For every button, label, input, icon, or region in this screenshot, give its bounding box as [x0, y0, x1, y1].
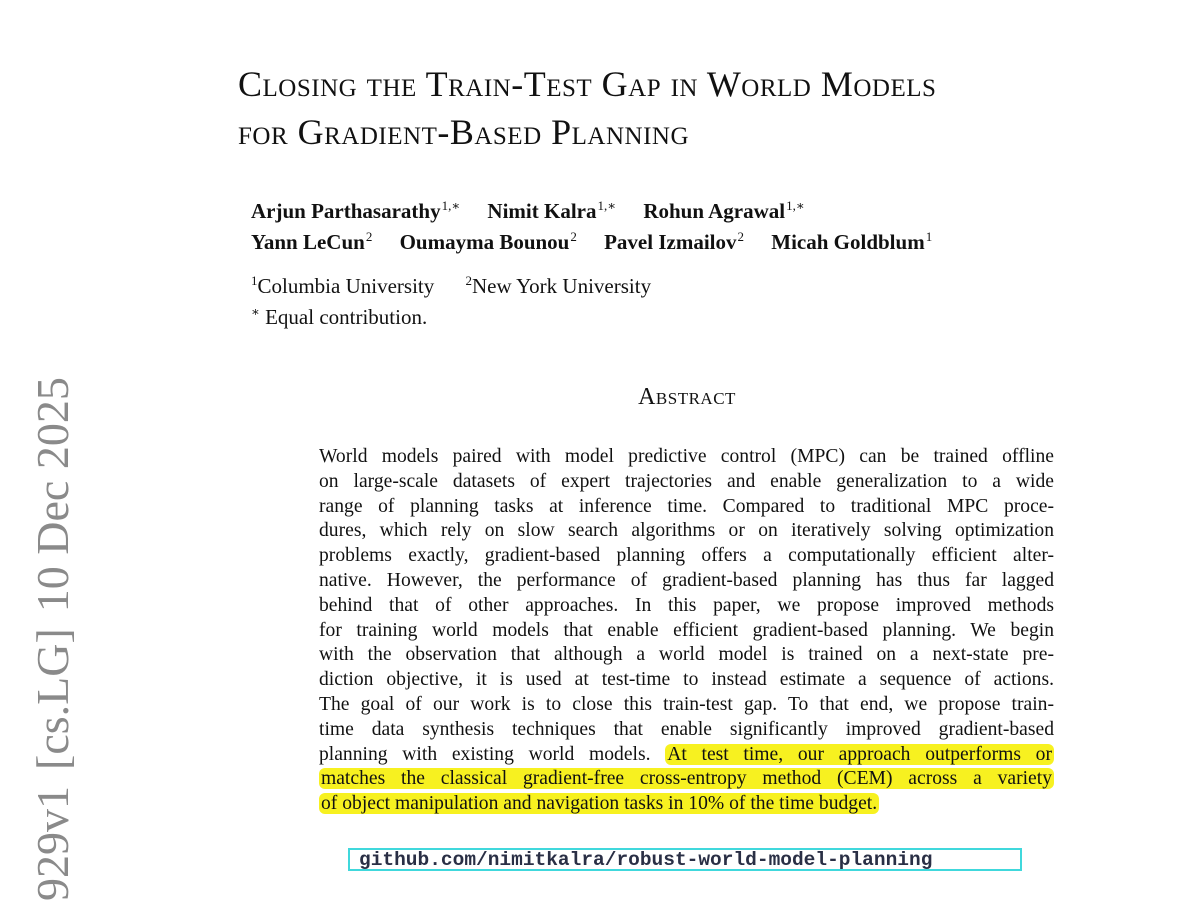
abstract-line: on large-scale datasets of expert trajectories and enable generalization to a wide	[319, 470, 1054, 492]
abstract-heading: Abstract	[638, 384, 736, 410]
author	[251, 224, 372, 255]
abstract-line: with the observation that although a world model is trained on a next-state pre-	[319, 644, 1054, 666]
author-mark: 2	[365, 229, 373, 244]
author-mark: 2	[737, 229, 744, 244]
equal-contribution-text: Equal contribution.	[259, 305, 428, 329]
abstract-text: planning with existing world models.	[319, 743, 666, 765]
paper-title	[238, 60, 1158, 156]
author-mark: 2	[570, 229, 577, 244]
abstract-line	[319, 792, 1054, 817]
abstract-line: problems exactly, gradient-based planning offers a computationally efficient alter-	[319, 545, 1054, 567]
author-name: Nimit Kalra	[487, 199, 597, 223]
author	[487, 193, 616, 224]
affiliation	[466, 268, 652, 299]
affiliations	[251, 268, 677, 330]
author	[604, 224, 744, 255]
author-mark: 1,∗	[597, 198, 617, 213]
arxiv-category: [cs.LG]	[27, 628, 78, 770]
author	[643, 193, 804, 224]
abstract-line: behind that of other approaches. In this paper, we propose improved methods	[319, 594, 1054, 616]
affiliation-name: Columbia University	[257, 274, 435, 298]
author-row-2	[251, 224, 954, 255]
title-line-2: for Gradient-Based Planning	[238, 112, 690, 152]
highlighted-text: At test time, our approach outperforms or	[667, 743, 1052, 765]
author-mark: 1	[925, 229, 933, 244]
equal-contribution-note	[251, 299, 677, 330]
equal-contribution-mark: ∗	[251, 304, 260, 319]
affiliation	[251, 268, 434, 299]
author-mark: 1,∗	[786, 198, 805, 213]
repo-link[interactable]: github.com/nimitkalra/robust-world-model-planning	[348, 848, 1022, 871]
abstract-line: dures, which rely on slow search algorithms or on iteratively solving optimization	[319, 520, 1054, 542]
author-name: Yann LeCun	[251, 230, 365, 254]
author-name: Rohun Agrawal	[643, 199, 786, 223]
affiliation-mark: 2	[465, 273, 472, 288]
affiliation-mark: 1	[251, 273, 258, 288]
abstract-line: diction objective, it is used at test-time to instead estimate a sequence of actions.	[319, 669, 1054, 691]
title-line-1: Closing the Train-Test Gap in World Models	[238, 64, 937, 104]
abstract-line	[319, 743, 1054, 768]
author-list	[251, 193, 954, 255]
author	[400, 224, 577, 255]
abstract-line	[319, 767, 1054, 792]
author	[771, 224, 932, 255]
author	[251, 193, 460, 224]
affiliation-name: New York University	[472, 274, 652, 298]
abstract-line: time data synthesis techniques that enable significantly improved gradient-based	[319, 718, 1054, 740]
author-name: Arjun Parthasarathy	[251, 199, 441, 223]
abstract-line: for training world models that enable efficient gradient-based planning. We begin	[319, 619, 1054, 641]
arxiv-stamp	[27, 377, 78, 901]
affiliation-row	[251, 268, 677, 299]
highlighted-text: matches the classical gradient-free cross-entropy method (CEM) across a variety	[321, 768, 1052, 790]
arxiv-date: 10 Dec 2025	[27, 377, 78, 613]
highlighted-text: of object manipulation and navigation tasks in 10% of the time budget.	[321, 793, 878, 815]
author-row-1	[251, 193, 954, 224]
abstract-line: World models paired with model predictive control (MPC) can be trained offline	[319, 446, 1054, 467]
abstract-line: range of planning tasks at inference time. Compared to traditional MPC proce-	[319, 495, 1054, 517]
abstract-line: native. However, the performance of gradient-based planning has thus far lagged	[319, 569, 1054, 591]
abstract-body	[319, 445, 1054, 817]
author-name: Pavel Izmailov	[604, 230, 737, 254]
author-name: Oumayma Bounou	[399, 230, 570, 254]
abstract-line: The goal of our work is to close this train-test gap. To that end, we propose train-	[319, 693, 1054, 715]
author-name: Micah Goldblum	[771, 230, 925, 254]
arxiv-id: 929v1	[27, 786, 78, 901]
author-mark: 1,∗	[441, 198, 461, 213]
